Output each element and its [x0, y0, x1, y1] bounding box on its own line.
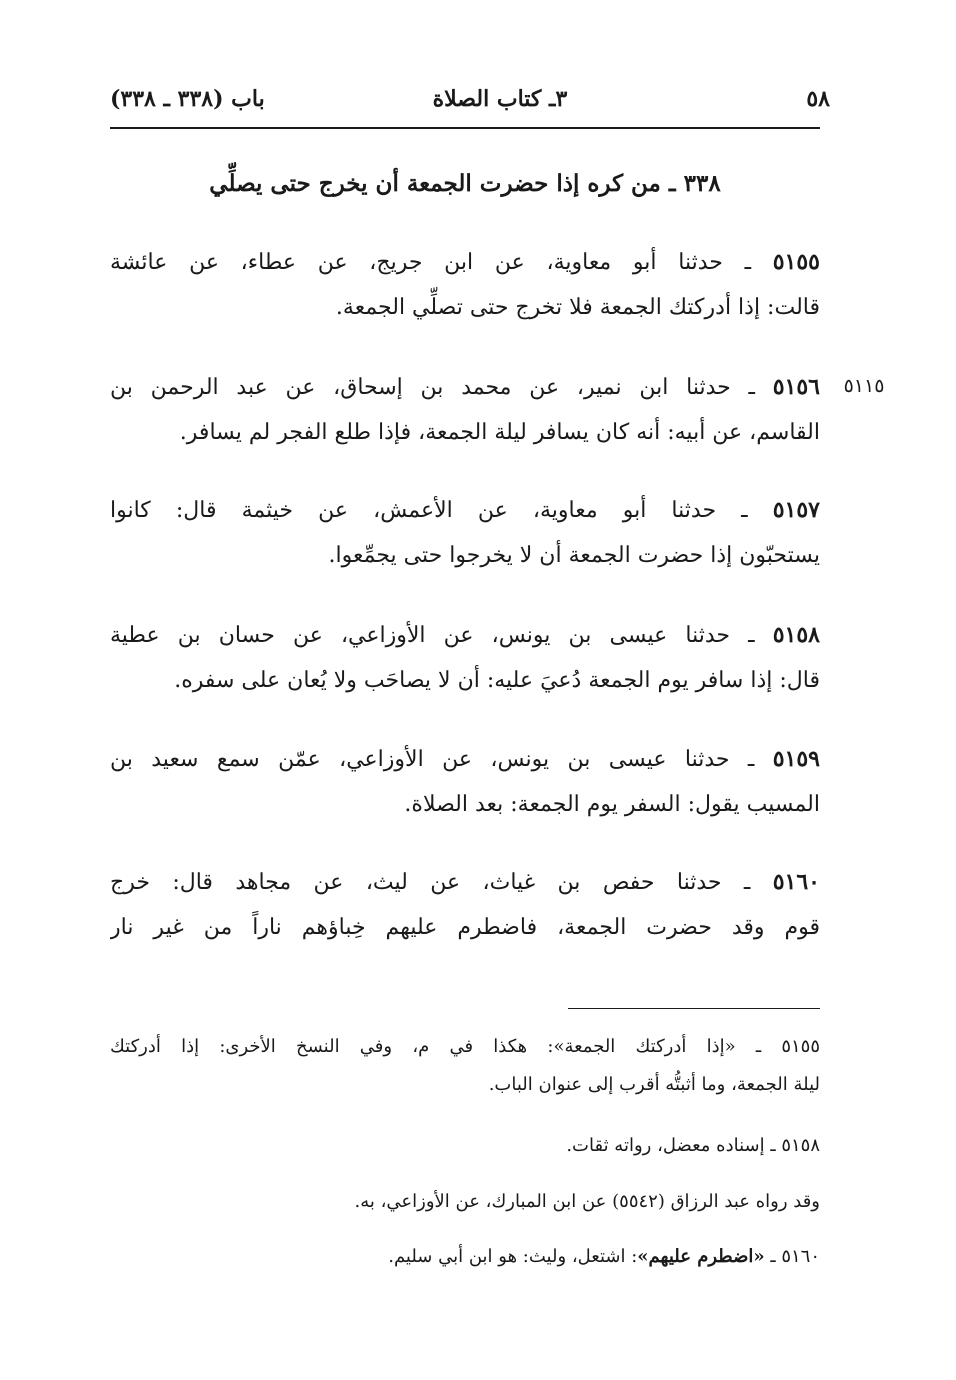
footnote-term: «اضطرم عليهم» [637, 1246, 765, 1267]
paragraph-line: ٥١٥٥ ـ حدثنا أبو معاوية، عن ابن جريج، عن عطاء، عن عائشة [110, 249, 820, 275]
paragraph-line: ٥١٥٦ ـ حدثنا ابن نمير، عن محمد بن إسحاق، عن عبد الرحمن بن [110, 374, 820, 400]
footnote-5160 [110, 1238, 820, 1276]
hadith-number: ٥١٥٨ [772, 622, 820, 648]
hadith-number: ٥١٥٥ [772, 249, 820, 275]
paragraph-line: ٥١٦٠ ـ حدثنا حفص بن غياث، عن ليث، عن مجاهد قال: خرج [110, 869, 820, 895]
hadith-5156 [110, 365, 820, 455]
header-divider [110, 127, 820, 129]
paragraph-line: قال: إذا سافر يوم الجمعة دُعيَ عليه: أن لا يصاحَب ولا يُعان على سفره. [174, 668, 820, 693]
page-number: ٥٨ [806, 86, 830, 112]
hadith-5158 [110, 613, 820, 703]
hadith-number: ٥١٦٠ [772, 869, 820, 895]
footnote-5158-source [110, 1183, 820, 1221]
paragraph-line: ٥١٥٧ ـ حدثنا أبو معاوية، عن الأعمش، عن خيثمة قال: كانوا [110, 497, 820, 523]
hadith-number: ٥١٥٩ [772, 746, 820, 772]
footnote-line: ٥١٦٠ ـ «اضطرم عليهم»: اشتعل، وليث: هو ابن أبي سليم. [388, 1246, 820, 1267]
paragraph-line: ٥١٥٨ ـ حدثنا عيسى بن يونس، عن الأوزاعي، عن حسان بن عطية [110, 622, 820, 648]
paragraph-line: القاسم، عن أبيه: أنه كان يسافر ليلة الجمعة، فإذا طلع الفجر لم يسافر. [179, 420, 820, 445]
section-title: ٣٣٨ ـ من كره إذا حضرت الجمعة أن يخرج حتى يصلِّي [209, 170, 721, 197]
paragraph-line: المسيب يقول: السفر يوم الجمعة: بعد الصلاة. [404, 792, 820, 817]
chapter-range: باب (٣٣٨ ـ ٣٣٨) [110, 86, 265, 112]
footnote-5158 [110, 1127, 820, 1165]
hadith-number: ٥١٥٧ [772, 497, 820, 523]
footnote-line: ليلة الجمعة، وما أثبتُّه أقرب إلى عنوان الباب. [488, 1074, 820, 1095]
hadith-5160 [110, 860, 820, 950]
hadith-5157 [110, 488, 820, 578]
paragraph-line: يستحبّون إذا حضرت الجمعة أن لا يخرجوا حتى يجمِّعوا. [328, 543, 820, 568]
hadith-5159 [110, 737, 820, 827]
hadith-5155 [110, 240, 820, 330]
footnote-line: وقد رواه عبد الرزاق (٥٥٤٢) عن ابن المبارك، عن الأوزاعي، به. [354, 1191, 820, 1212]
footnote-line: ٥١٥٥ ـ «إذا أدركتك الجمعة»: هكذا في م، وفي النسخ الأخرى: إذا أدركتك [110, 1036, 820, 1057]
book-title: ٣ـ كتاب الصلاة [432, 86, 568, 112]
footnote-line: ٥١٥٨ ـ إسناده معضل، رواته ثقات. [566, 1135, 820, 1156]
paragraph-line: قالت: إذا أدركتك الجمعة فلا تخرج حتى تصلِّي الجمعة. [335, 295, 820, 320]
margin-reference-number: ٥١١٥ [843, 375, 885, 397]
footnote-divider [568, 1008, 820, 1009]
paragraph-line: قوم وقد حضرت الجمعة، فاضطرم عليهم خِباؤهم ناراً من غير نار [110, 915, 820, 940]
paragraph-line: ٥١٥٩ ـ حدثنا عيسى بن يونس، عن الأوزاعي، عمّن سمع سعيد بن [110, 746, 820, 772]
hadith-number: ٥١٥٦ [772, 374, 820, 400]
footnote-5155 [110, 1028, 820, 1104]
